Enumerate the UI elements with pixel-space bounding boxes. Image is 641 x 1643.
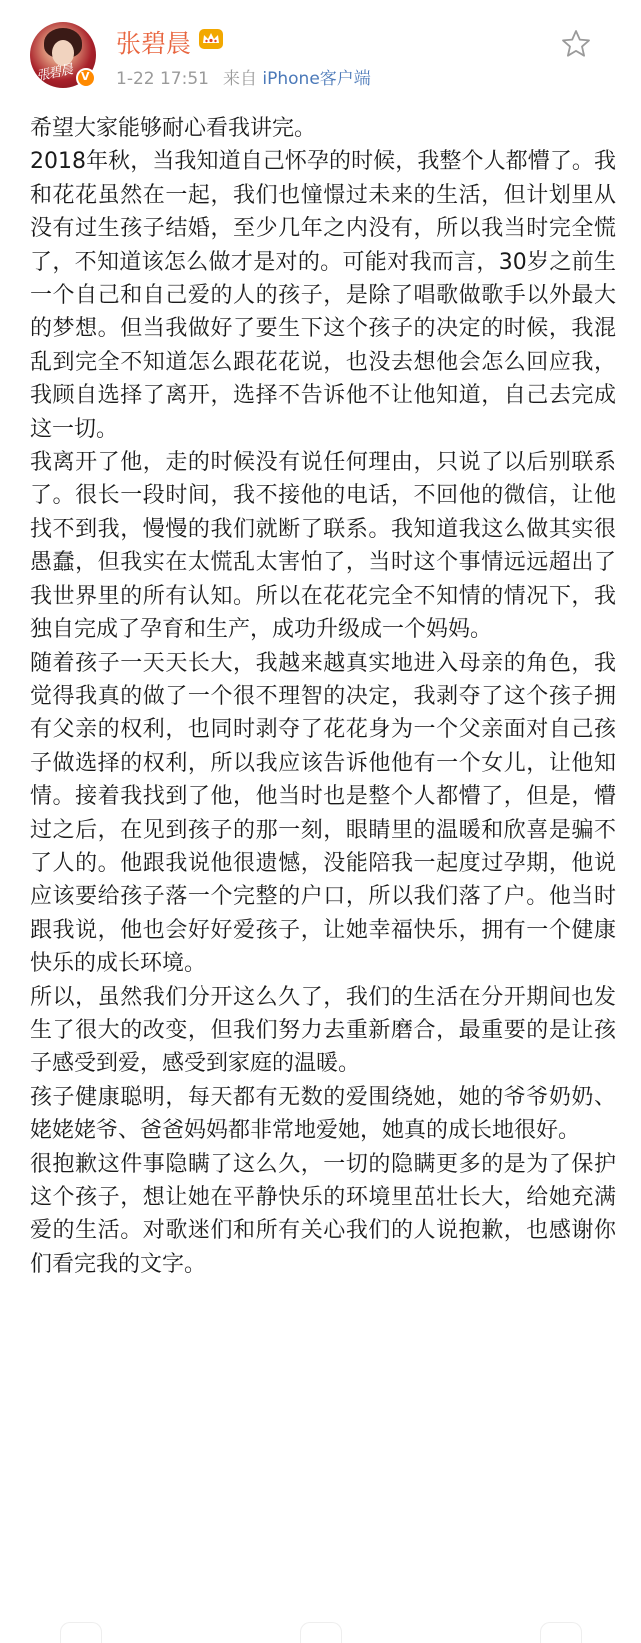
action-hint: [300, 1622, 342, 1643]
action-hint: [60, 1622, 102, 1643]
avatar-signature: 張碧晨: [35, 62, 74, 85]
verified-badge-icon: [76, 68, 96, 88]
crown-icon[interactable]: [198, 28, 224, 50]
post-paragraph: 2018年秋，当我知道自己怀孕的时候，我整个人都懵了。我和花花虽然在一起，我们也憧憬过未来的生活，但计划里从没有过生孩子结婚，至少几年之内没有，所以我当时完全慌了，不知道该怎么做才是对的。可能对我而言，30岁之前生一个自己和自己爱的人的孩子，是除了唱歌做歌手以外最大的梦想。但当我做好了要生下这个孩子的决定的时候，我混乱到完全不知道怎么跟花花说，也没去想他会怎么回应我，我顾自选择了离开，选择不告诉他不让他知道，自己去完成这一切。: [30, 149, 616, 442]
post-header: [0, 0, 641, 100]
post-time: 1-22 17:51: [116, 69, 209, 89]
post-paragraph: 随着孩子一天天长大，我越来越真实地进入母亲的角色，我觉得我真的做了一个很不理智的决定，我剥夺了这个孩子拥有父亲的权利，也同时剥夺了花花身为一个父亲面对自己孩子做选择的权利，所以我应该告诉他他有一个女儿，让他知情。接着我找到了他，他当时也是整个人都懵了，但是，懵过之后，在见到孩子的那一刻，眼睛里的温暖和欣喜是骗不了人的。他跟我说他很遗憾，没能陪我一起度过孕期，他说应该要给孩子落一个完整的户口，所以我们落了户。他当时跟我说，他也会好好爱孩子，让她幸福快乐，拥有一个健康快乐的成长环境。: [30, 650, 616, 977]
action-bar-hint: [0, 1614, 641, 1642]
author-name[interactable]: 张碧晨: [116, 29, 192, 58]
post-body: [30, 112, 616, 1281]
source-prefix: 来自: [222, 69, 257, 89]
post-paragraph: 所以，虽然我们分开这么久了，我们的生活在分开期间也发生了很大的改变，但我们努力去重新磨合，最重要的是让孩子感受到爱，感受到家庭的温暖。: [30, 984, 616, 1077]
post-meta: [116, 64, 371, 89]
star-outline-icon[interactable]: [560, 28, 592, 60]
post-paragraph: 很抱歉这件事隐瞒了这么久，一切的隐瞒更多的是为了保护这个孩子，想让她在平静快乐的环境里茁壮长大，给她充满爱的生活。对歌迷们和所有关心我们的人说抱歉，也感谢你们看完我的文字。: [30, 1151, 616, 1277]
verified-mark: V: [81, 70, 90, 83]
post-paragraph: 希望大家能够耐心看我讲完。: [30, 116, 317, 141]
post-paragraph: 孩子健康聪明，每天都有无数的爱围绕她，她的爷爷奶奶、姥姥姥爷、爸爸妈妈都非常地爱她，她真的成长地很好。: [30, 1084, 616, 1144]
action-hint: [540, 1622, 582, 1643]
post-source-link[interactable]: iPhone客户端: [262, 69, 371, 89]
post-paragraph: 我离开了他，走的时候没有说任何理由，只说了以后别联系了。很长一段时间，我不接他的电话，不回他的微信，让他找不到我，慢慢的我们就断了联系。我知道我这么做其实很愚蠢，但我实在太慌乱太害怕了，当时这个事情远远超出了我世界里的所有认知。所以在花花完全不知情的情况下，我独自完成了孕育和生产，成功升级成一个妈妈。: [30, 450, 616, 643]
